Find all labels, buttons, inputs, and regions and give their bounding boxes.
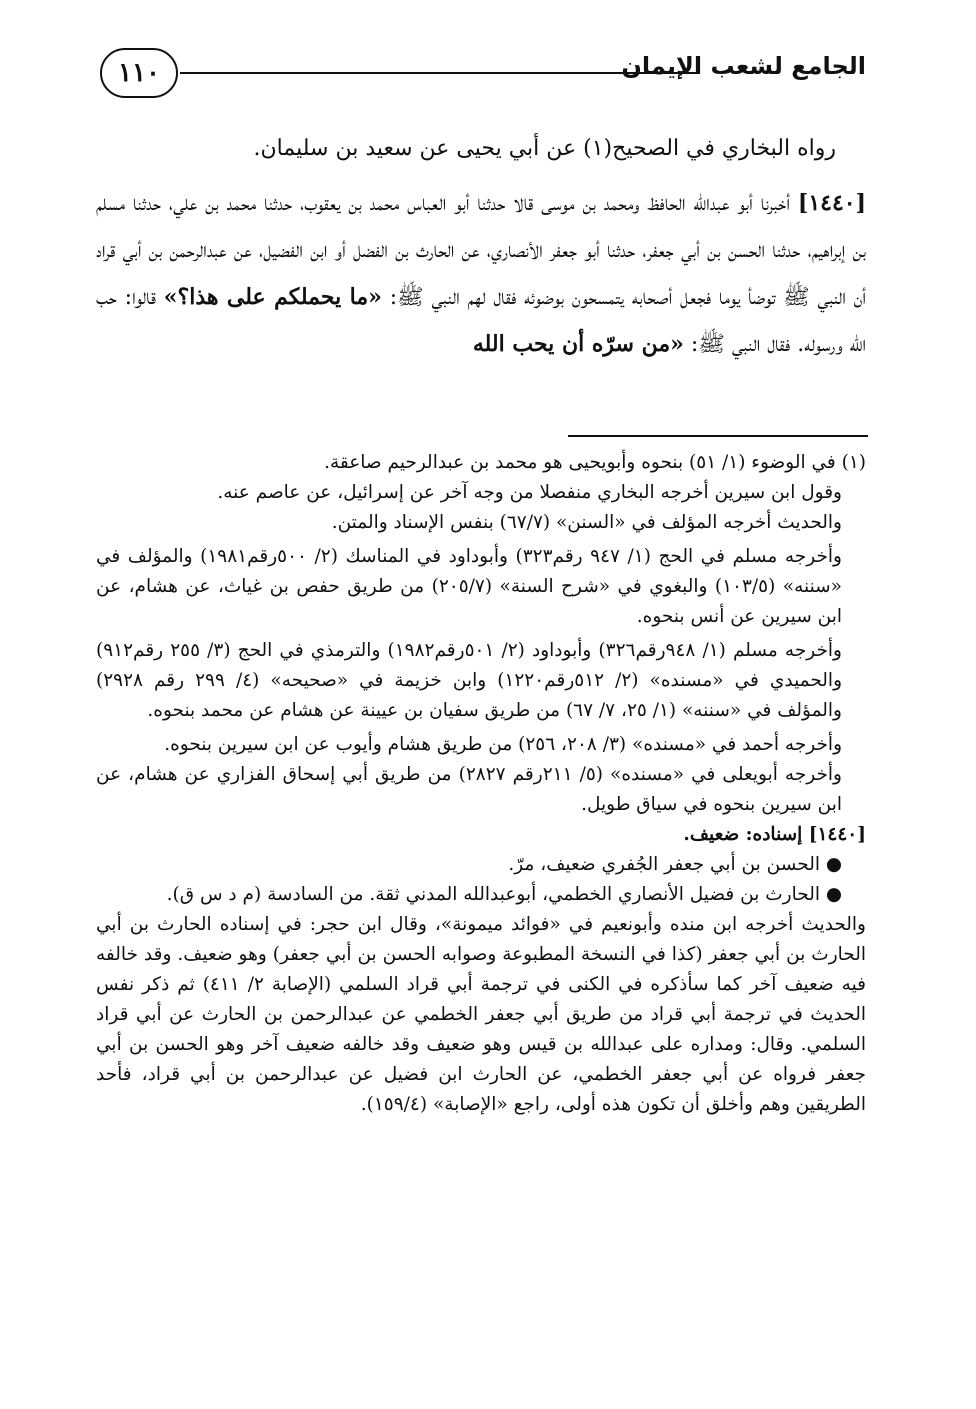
prophet-quote-1: «ما يحملكم على هذا؟» (163, 284, 382, 310)
footnote-1-para-e: وأخرجه مسلم (١/ ٩٤٨رقم٣٢٦) وأبوداود (٢/ ٥٠١رقم١٩٨٢) والترمذي في الحج (٣/ ٢٥٥ رقم٩١٢) والحميدي في «مسنده» (٢/ ٥١٢رقم١٢٢٠) وابن خزيمة في «صحيحه» (٤/ ٢٩٩ رقم ٢٩٢٨) والمؤلف في «سننه» (١/ ٢٥، ٧/ ٦٧) من طريق سفيان بن عيينة عن هشام عن محمد بنحوه. (96, 640, 842, 721)
narrator-note-2: ● الحارث بن فضيل الأنصاري الخطمي، أبوعبدالله المدني ثقة. من السادسة (م د س ق). (166, 884, 842, 905)
footnote-1-para-g: وأخرجه أبويعلى في «مسنده» (٥/ ٢١١رقم ٢٨٢٧) من طريق أبي إسحاق الفزاري عن هشام، عن ابن سيرين بنحوه في سياق طويل. (96, 764, 842, 815)
book-title: الجامع لشعب الإيمان (621, 52, 866, 80)
paragraph-hadith-1440 (96, 180, 866, 368)
main-text (96, 125, 866, 368)
prophet-quote-2: «من سرّه أن يحب الله (472, 331, 684, 357)
narrator-note-1: ● الحسن بن أبي جعفر الجُفري ضعيف، مرّ. (508, 854, 842, 875)
isnad-heading: [١٤٤٠] إسناده: ضعيف. (683, 824, 866, 845)
footnote-1-para-b: وقول ابن سيرين أخرجه البخاري منفصلا من وجه آخر عن إسرائيل، عن عاصم عنه. (217, 482, 842, 503)
footnote-1-para-f: وأخرجه أحمد في «مسنده» (٣/ ٢٠٨، ٢٥٦) من طريق هشام وأيوب عن ابن سيرين بنحوه. (164, 734, 842, 755)
footnote-tail: والحديث أخرجه ابن منده وأبونعيم في «فوائد ميمونة»، وقال ابن حجر: في إسناده الحارث بن أبي الحارث بن أبي جعفر (كذا في النسخة المطبوعة وصوابه الحسن بن أبي جعفر) وهو ضعيف. وقد خالفه فيه ضعيف آخر كما سأذكره في الكنى في ترجمة أبي قراد السلمي (الإصابة ٢/ ٤١١) ثم ذكر نفس الحديث في ترجمة أبي قراد من طريق أبي جعفر الخطمي عن عبدالرحمن بن الحارث عن أبي قراد السلمي. وقال: ومداره على عبدالله بن قيس وهو ضعيف وقد خالفه ضعيف آخر وهو الحسن بن أبي جعفر فرواه عن أبي جعفر الخطمي، عن الحارث ابن فضيل عن عبدالرحمن بن أبي قراد، فأحد الطريقين وهم وأخلق أن تكون هذه أولى، راجع «الإصابة» (١٥٩/٤). (96, 914, 866, 1115)
footnote-1-para-c: والحديث أخرجه المؤلف في «السنن» (٦٧/٧) بنفس الإسناد والمتن. (331, 512, 842, 533)
footnote-1-para-d: وأخرجه مسلم في الحج (١/ ٩٤٧ رقم٣٢٣) وأبوداود في المناسك (٢/ ٥٠٠رقم١٩٨١) والمؤلف في «سننه» (١٠٣/٥) والبغوي في «شرح السنة» (٢٠٥/٧) من طريق حفص بن غياث، عن هشام، عن ابن سيرين عن أنس بنحوه. (96, 546, 842, 627)
footnote-1: (١) في الوضوء (١/ ٥١) بنحوه وأبويحيى هو محمد بن عبدالرحيم صاعقة. (324, 452, 866, 473)
header-rule (180, 72, 698, 74)
footnote-separator (568, 435, 868, 437)
footnotes (96, 448, 866, 1120)
companions-reply: قالوا: حب الله ورسوله. فقال النبي ﷺ: (96, 285, 866, 357)
paragraph-narration: رواه البخاري في الصحيح(١) عن أبي يحيى عن سعيد بن سليمان. (253, 136, 836, 161)
hadith-number: [١٤٤٠] (797, 190, 866, 216)
page-number: ١١٠ (100, 48, 178, 98)
hadith-isnad-text: أخبرنا أبو عبدالله الحافظ ومحمد بن موسى قالا حدثنا أبو العباس محمد بن يعقوب، حدثنا محمد بن علي، حدثنا مسلم بن إبراهيم، حدثنا الحسن بن أبي جعفر، حدثنا أبو جعفر الأنصاري، عن الحارث بن الفضل أو ابن الفضيل، عن عبدالرحمن بن أبي قراد أن النبي ﷺ توضأ يوما فجعل أصحابه يتمسحون بوضوئه فقال لهم النبي ﷺ: (96, 191, 866, 310)
